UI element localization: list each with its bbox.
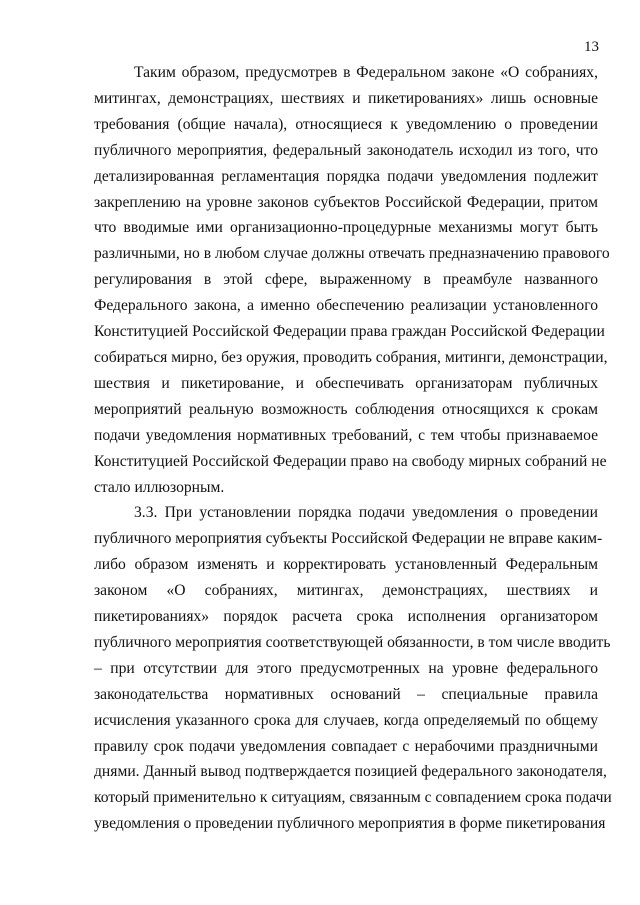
text-line: Конституцией Российской Федерации право на свободу мирных собраний не	[94, 452, 607, 470]
text-line: закреплению на уровне законов субъектов Российской Федерации, притом	[94, 193, 598, 211]
text-line: законодательства нормативных оснований – специальные правила	[94, 685, 598, 703]
text-line: уведомления о проведении публичного мероприятия в форме пикетирования	[94, 815, 606, 833]
text-line: детализированная регламентация порядка подачи уведомления подлежит	[94, 167, 598, 185]
text-line: публичного мероприятия соответствующей обязанности, в том числе вводить	[94, 633, 611, 651]
text-line: законом «О собраниях, митингах, демонстрациях, шествиях и	[94, 582, 598, 600]
text-line: который применительно к ситуациям, связанным с совпадением срока подачи	[94, 789, 612, 807]
text-line: публичного мероприятия, федеральный законодатель исходил из того, что	[94, 141, 598, 159]
text-line: регулирования в этой сфере, выраженному в преамбуле названного	[94, 271, 598, 289]
text-line: что вводимые ими организационно-процедурные механизмы могут быть	[94, 219, 598, 237]
text-line: правилу срок подачи уведомления совпадает с нерабочими праздничными	[94, 737, 598, 755]
text-line: подачи уведомления нормативных требований, с тем чтобы признаваемое	[94, 426, 598, 444]
text-line: различными, но в любом случае должны отвечать предназначению правового	[94, 245, 610, 263]
text-line: требования (общие начала), относящиеся к уведомлению о проведении	[94, 115, 598, 133]
text-line: исчисления указанного срока для случаев, когда определяемый по общему	[94, 711, 598, 729]
text-line: Конституцией Российской Федерации права граждан Российской Федерации	[94, 323, 605, 341]
page-number: 13	[584, 39, 599, 55]
text-line: пикетированиях» порядок расчета срока исполнения организатором	[94, 608, 598, 626]
paragraph-2	[94, 500, 612, 837]
paragraph-1	[94, 60, 610, 500]
text-line: – при отсутствии для этого предусмотренных на уровне федерального	[94, 659, 598, 677]
text-line: Таким образом, предусмотрев в Федеральном законе «О собраниях,	[134, 64, 598, 81]
text-line: либо образом изменять и корректировать установленный Федеральным	[94, 556, 598, 574]
text-line: мероприятий реальную возможность соблюдения относящихся к срокам	[94, 400, 598, 418]
text-line: шествия и пикетирование, и обеспечивать организаторам публичных	[94, 374, 598, 392]
text-line: днями. Данный вывод подтверждается позицией федерального законодателя,	[94, 763, 607, 781]
document-body	[94, 60, 612, 837]
text-line: 3.3. При установлении порядка подачи уведомления о проведении	[134, 504, 598, 522]
text-line: публичного мероприятия субъекты Российской Федерации не вправе каким-	[94, 530, 603, 548]
text-line: Федерального закона, а именно обеспечению реализации установленного	[94, 297, 598, 315]
text-line: митингах, демонстрациях, шествиях и пикетированиях» лишь основные	[94, 89, 598, 107]
text-line: собираться мирно, без оружия, проводить собрания, митинги, демонстрации,	[94, 348, 608, 366]
text-line: стало иллюзорным.	[94, 478, 225, 496]
